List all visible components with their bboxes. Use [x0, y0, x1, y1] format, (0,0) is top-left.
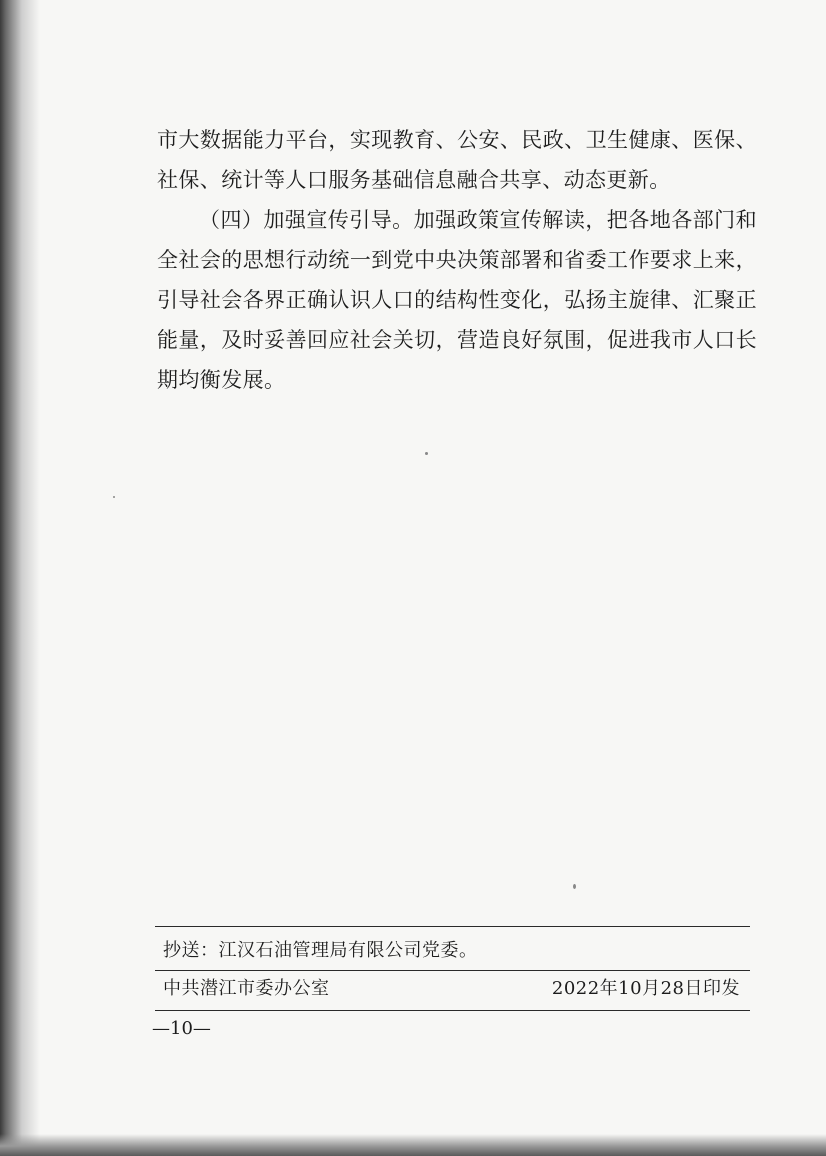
issue-date: 2022年10月28日印发 [551, 978, 740, 999]
footer-middle-rule [155, 970, 750, 971]
issuing-office: 中共潜江市委办公室 [163, 978, 330, 999]
body-text [157, 120, 757, 400]
scan-left-edge-shadow [0, 0, 40, 1156]
page-number: —10— [152, 1018, 211, 1039]
paragraph-publicity-guidance: （四）加强宣传引导。加强政策宣传解读，把各地各部门和全社会的思想行动统一到党中央决策部署和省委工作要求上来，引导社会各界正确认识人口的结构性变化，弘扬主旋律、汇聚正能量，及时妥善回应社会关切，营造良好氛围，促进我市人口长期均衡发展。 [157, 208, 757, 392]
scan-speck [573, 884, 576, 889]
footer-top-rule [155, 926, 750, 927]
paragraph-continuation: 市大数据能力平台，实现教育、公安、民政、卫生健康、医保、社保、统计等人口服务基础信息融合共享、动态更新。 [157, 128, 757, 192]
scan-speck [113, 496, 115, 498]
footer-bottom-rule [155, 1010, 750, 1011]
scan-bottom-edge-shadow [0, 1134, 826, 1156]
cc-recipients: 抄送：江汉石油管理局有限公司党委。 [163, 940, 478, 961]
scan-speck [425, 452, 428, 455]
